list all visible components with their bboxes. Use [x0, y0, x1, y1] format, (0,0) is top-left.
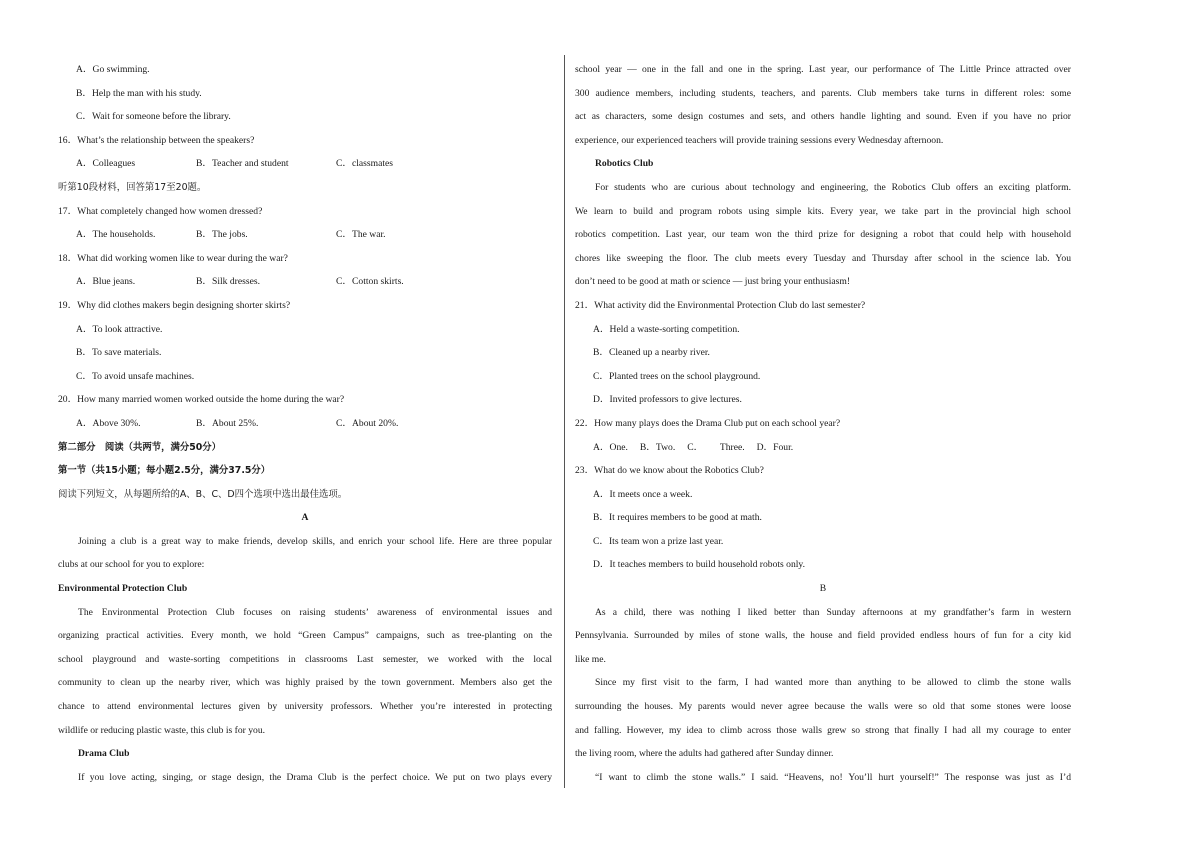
b-para2-line-2: surrounding the houses. My parents would never agree because the walls were so old that some stones were loose: [575, 701, 1071, 713]
b-para1-line-1: As a child, there was nothing I liked better than Sunday afternoons at my grandfather’s farm in western: [595, 606, 1071, 618]
q16-options: [58, 152, 552, 176]
q21-option-d: D．Invited professors to give lectures.: [593, 394, 742, 406]
section1-heading: 第一节（共15小题；每小题2.5分，满分37.5分）: [58, 465, 271, 477]
robotics-line-4: chores like sweeping the floor. The club meets every Tuesday and Thursday after school in the science lab. You: [575, 252, 1071, 264]
env-club-title: Environmental Protection Club: [58, 583, 188, 595]
b-para2-line-1: Since my first visit to the farm, I had wanted more than anything to be allowed to climb the stone walls: [595, 677, 1071, 689]
q18-question: 18．What did working women like to wear during the war?: [58, 252, 288, 264]
q17-option-c: C．The war.: [336, 229, 386, 241]
q22-option-a: A．One.: [593, 441, 628, 453]
q19-question: 19．Why did clothes makers begin designing shorter skirts?: [58, 299, 291, 311]
b-para1-line-3: like me.: [575, 653, 606, 665]
q23-option-a: A．It meets once a week.: [593, 488, 693, 500]
q22-option-b: B．Two.: [639, 441, 676, 453]
q16-option-b: B．Teacher and student: [196, 158, 289, 170]
robotics-club-title: Robotics Club: [595, 158, 654, 170]
env-club-line-3: school playground and waste-sorting competitions in classrooms Last semester, we worked with the local: [58, 653, 552, 665]
q16-option-a: A．Colleagues: [76, 158, 136, 170]
passage-b-label: B: [819, 583, 827, 595]
q15-option-a: A．Go swimming.: [76, 64, 150, 75]
drama-cont-line-3: act as characters, some design costumes and sets, and others handle lighting and sound. Even if you have no prior: [575, 111, 1071, 123]
b-para3-line-1: “I want to climb the stone walls.” I said. “Heavens, no! You’ll hurt yourself!” The response was just as I’d: [595, 771, 1071, 783]
part2-heading: 第二部分 阅读（共两节，满分50分）: [58, 441, 222, 453]
q19-option-c: C．To avoid unsafe machines.: [76, 370, 195, 382]
instruction-17-20: 听第10段材料，回答第17至20题。: [58, 181, 207, 193]
q21-question: 21．What activity did the Environmental Protection Club do last semester?: [575, 299, 866, 311]
q20-question: 20．How many married women worked outside the home during the war?: [58, 394, 345, 406]
column-divider: [564, 55, 565, 788]
q22-option-d: D．Four.: [756, 441, 794, 453]
q20-option-b: B．About 25%.: [196, 417, 259, 429]
env-club-line-1: The Environmental Protection Club focuses on raising students’ awareness of environmental issues and: [78, 606, 552, 618]
q19-option-b: B．To save materials.: [76, 347, 162, 359]
q17-question: 17．What completely changed how women dressed?: [58, 205, 263, 217]
b-para2-line-4: the living room, where the adults had gathered after Sunday dinner.: [575, 748, 834, 760]
drama-club-line-1: If you love acting, singing, or stage design, the Drama Club is the perfect choice. We put on two plays every: [78, 771, 552, 783]
q17-option-a: A．The households.: [76, 229, 156, 241]
env-club-line-5: chance to attend environmental lectures given by university professors. Whether you’re interested in protecting: [58, 701, 552, 713]
env-club-line-4: community to clean up the nearby river, which was highly praised by the town government. Members also get the: [58, 677, 552, 689]
q18-option-b: B．Silk dresses.: [196, 276, 260, 288]
robotics-line-1: For students who are curious about technology and engineering, the Robotics Club offers an exciting platform.: [595, 181, 1071, 193]
drama-cont-line-2: 300 audience members, including students, teachers, and parents. Club members take turns in different roles: some: [575, 87, 1071, 99]
q22-option-c: C．: [687, 441, 704, 453]
q18-option-c: C．Cotton skirts.: [336, 276, 404, 288]
intro-line-1: Joining a club is a great way to make friends, develop skills, and enrich your school life. Here are three popular: [78, 535, 552, 547]
q18-options: [58, 270, 552, 294]
q23-question: 23．What do we know about the Robotics Club?: [575, 465, 764, 477]
passage-a-label: A: [301, 512, 309, 524]
q22-option-c-text: Three.: [719, 441, 745, 453]
robotics-line-5: don’t need to be good at math or science — just bring your enthusiasm!: [575, 276, 851, 288]
q20-option-a: A．Above 30%.: [76, 417, 141, 429]
q15-option-c: C．Wait for someone before the library.: [76, 111, 231, 123]
reading-instruction: 阅读下列短文，从每题所给的A、B、C、D四个选项中选出最佳选项。: [58, 488, 348, 500]
q18-option-a: A．Blue jeans.: [76, 276, 136, 288]
b-para2-line-3: and falling. However, my idea to climb across those walls grew so strong that finally I had all my courage to enter: [575, 724, 1071, 736]
right-column: [575, 58, 1071, 789]
q22-question: 22．How many plays does the Drama Club put on each school year?: [575, 417, 841, 429]
q20-options: [58, 412, 552, 436]
q23-option-b: B．It requires members to be good at math.: [593, 512, 762, 524]
env-club-line-2: organizing practical activities. Every month, we hold “Green Campus” campaigns, such as tree-planting on the: [58, 630, 552, 642]
q21-option-b: B．Cleaned up a nearby river.: [593, 347, 710, 359]
b-para1-line-2: Pennsylvania. Surrounded by miles of stone walls, the house and field provided endless hours of fun for a city kid: [575, 630, 1071, 642]
robotics-line-2: We learn to build and program robots using simple kits. Every year, we take part in the provincial high school: [575, 205, 1071, 217]
drama-cont-line-4: experience, our experienced teachers will provide training sessions every Wednesday afternoon.: [575, 134, 944, 146]
drama-club-title: Drama Club: [78, 748, 130, 760]
env-club-line-6: wildlife or reducing plastic waste, this club is for you.: [58, 724, 266, 736]
q17-option-b: B．The jobs.: [196, 229, 248, 241]
q21-option-c: C．Planted trees on the school playground.: [593, 370, 761, 382]
q21-option-a: A．Held a waste-sorting competition.: [593, 323, 740, 335]
q17-options: [58, 223, 552, 247]
intro-line-2: clubs at our school for you to explore:: [58, 559, 205, 571]
drama-cont-line-1: school year — one in the fall and one in the spring. Last year, our performance of The Little Prince attracted over: [575, 64, 1071, 75]
q22-options: [575, 436, 1071, 460]
q23-option-d: D．It teaches members to build household robots only.: [593, 559, 806, 571]
q16-option-c: C．classmates: [336, 158, 394, 170]
q15-option-b: B．Help the man with his study.: [76, 87, 202, 99]
left-column: [58, 58, 552, 789]
q20-option-c: C．About 20%.: [336, 417, 399, 429]
robotics-line-3: robotics competition. Last year, our team won the third prize for designing a robot that could help with household: [575, 229, 1071, 241]
q16-question: 16．What’s the relationship between the speakers?: [58, 134, 255, 146]
q19-option-a: A．To look attractive.: [76, 323, 163, 335]
q23-option-c: C．Its team won a prize last year.: [593, 535, 724, 547]
